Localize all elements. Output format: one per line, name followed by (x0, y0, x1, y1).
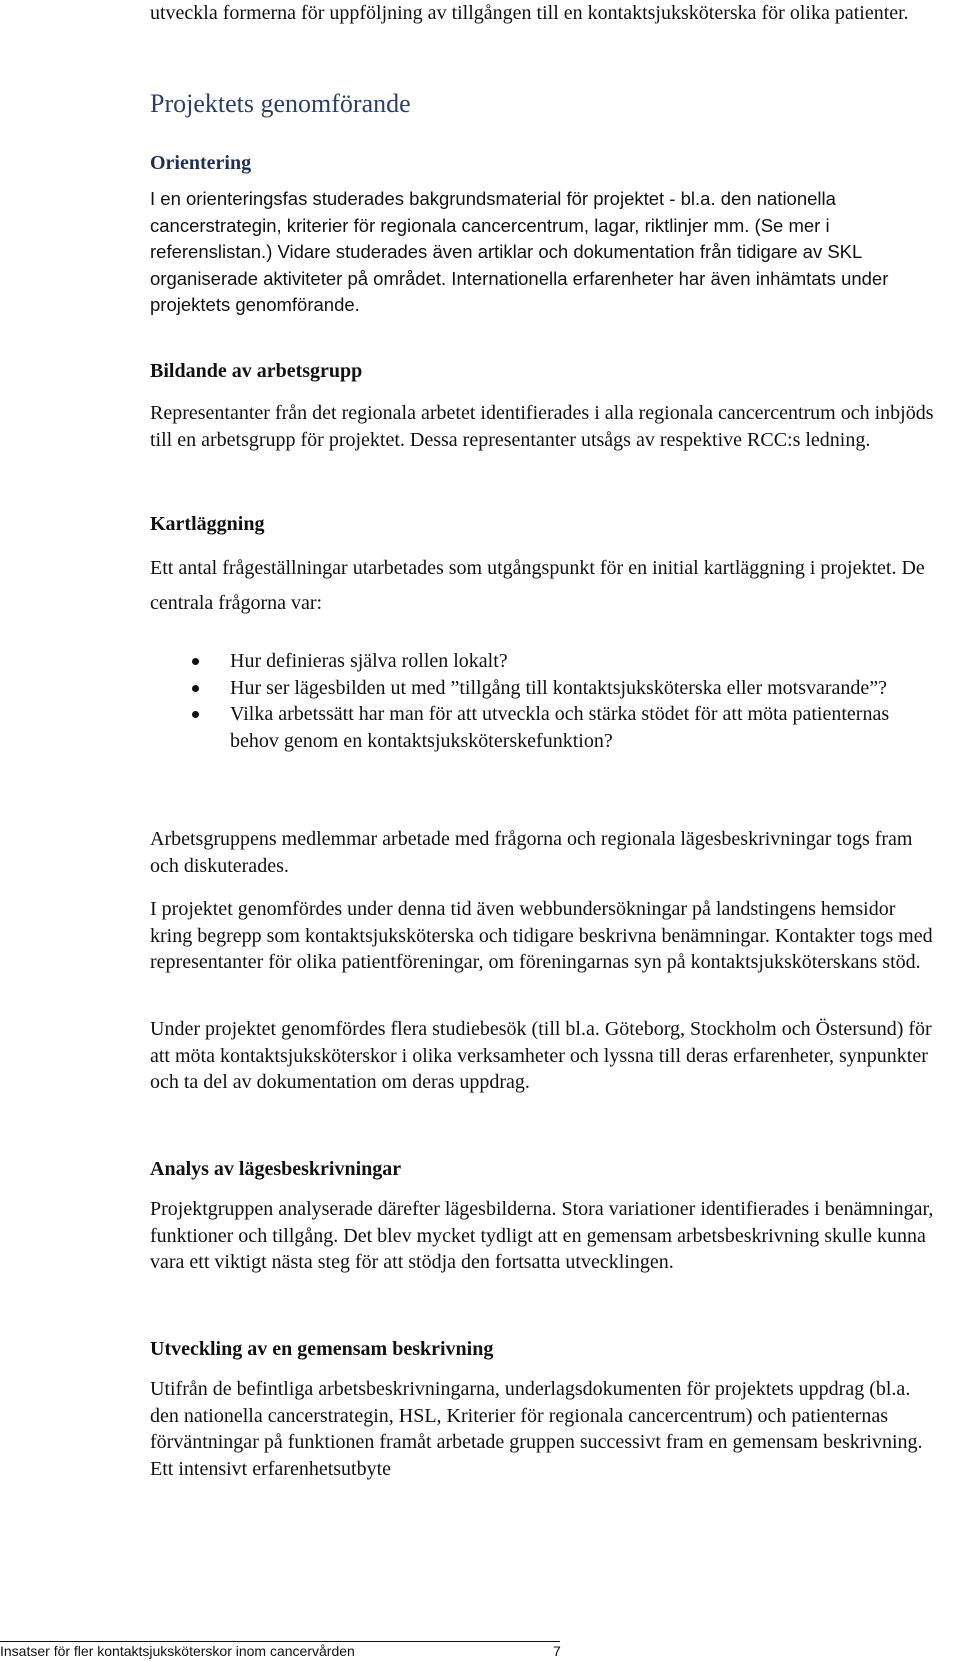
page-number: 7 (553, 1643, 561, 1659)
list-item: Vilka arbetssätt har man för att utveckla och stärka stödet för att möta patienternas behov genom en kontaktsjuksköterskefunktion? (150, 701, 940, 754)
footer-divider (0, 1641, 560, 1642)
paragraph-studiebesok: Under projektet genomfördes flera studiebesök (till bl.a. Göteborg, Stockholm och Östersund) för att möta kontaktsjuksköterskor i olika verksamheter och lyssna till deras erfarenheter, synpunkter och ta del av dokumentation om deras uppdrag. (150, 1018, 932, 1093)
paragraph-webbundersokningar: I projektet genomfördes under denna tid även webbundersökningar på landstingens hemsidor kring begrepp som kontaktsjuksköterska och tidigare beskrivna benämningar. Kontakter togs med representanter för olika patientföreningar, om föreningarnas syn på kontaktsjuksköterskans stöd. (150, 898, 933, 973)
question-list (150, 648, 940, 754)
paragraph-arbetsgruppens-medlemmar: Arbetsgruppens medlemmar arbetade med frågorna och regionala lägesbeskrivningar togs fram och diskuterades. (150, 828, 913, 877)
heading-arbetsgrupp: Bildande av arbetsgrupp (150, 360, 363, 382)
section-title: Projektets genomförande (150, 89, 411, 118)
paragraph-kartlaggning: Ett antal frågeställningar utarbetades som utgångspunkt för en initial kartläggning i projektet. De centrala frågorna var: (150, 557, 925, 614)
heading-orientering: Orientering (150, 152, 252, 174)
paragraph-analys: Projektgruppen analyserade därefter lägesbilderna. Stora variationer identifierades i benämningar, funktioner och tillgång. Det blev mycket tydligt att en gemensam arbetsbeskrivning skulle kunna vara ett viktigt nästa steg för att stödja den fortsatta utvecklingen. (150, 1198, 934, 1273)
list-item: Hur definieras själva rollen lokalt? (150, 648, 940, 675)
heading-analys: Analys av lägesbeskrivningar (150, 1158, 402, 1180)
list-item: Hur ser lägesbilden ut med ”tillgång till kontaktsjuksköterska eller motsvarande”? (150, 675, 940, 702)
heading-kartlaggning: Kartläggning (150, 513, 265, 535)
bullet-icon (192, 685, 199, 692)
bullet-icon (192, 711, 199, 718)
footer-title: Insatser för fler kontaktsjuksköterskor inom cancervården (0, 1643, 355, 1659)
bullet-icon (192, 658, 199, 665)
paragraph-utveckling: Utifrån de befintliga arbetsbeskrivningarna, underlagsdokumenten för projektets uppdrag (bl.a. den nationella cancerstrategin, HSL, Kriterier för regionala cancercentrum) och patienternas förväntningar på funktionen framåt arbetade gruppen successivt fram en gemensam beskrivning. Ett intensivt erfarenhetsutbyte (150, 1378, 923, 1480)
paragraph-orientering: I en orienteringsfas studerades bakgrundsmaterial för projektet - bl.a. den nationella cancerstrategin, kriterier för regionala cancercentrum, lagar, riktlinjer mm. (Se mer i referenslistan.) Vidare studerades även artiklar och dokumentation från tidigare av SKL organiserade aktiviteter på området. Internationella erfarenheter har även inhämtats under projektets genomförande. (150, 188, 889, 315)
paragraph-arbetsgrupp: Representanter från det regionala arbetet identifierades i alla regionala cancercentrum och inbjöds till en arbetsgrupp för projektet. Dessa representanter utsågs av respektive RCC:s ledning. (150, 402, 934, 451)
heading-utveckling: Utveckling av en gemensam beskrivning (150, 1338, 494, 1360)
intro-paragraph: utveckla formerna för uppföljning av tillgången till en kontaktsjuksköterska för olika patienter. (150, 2, 909, 24)
